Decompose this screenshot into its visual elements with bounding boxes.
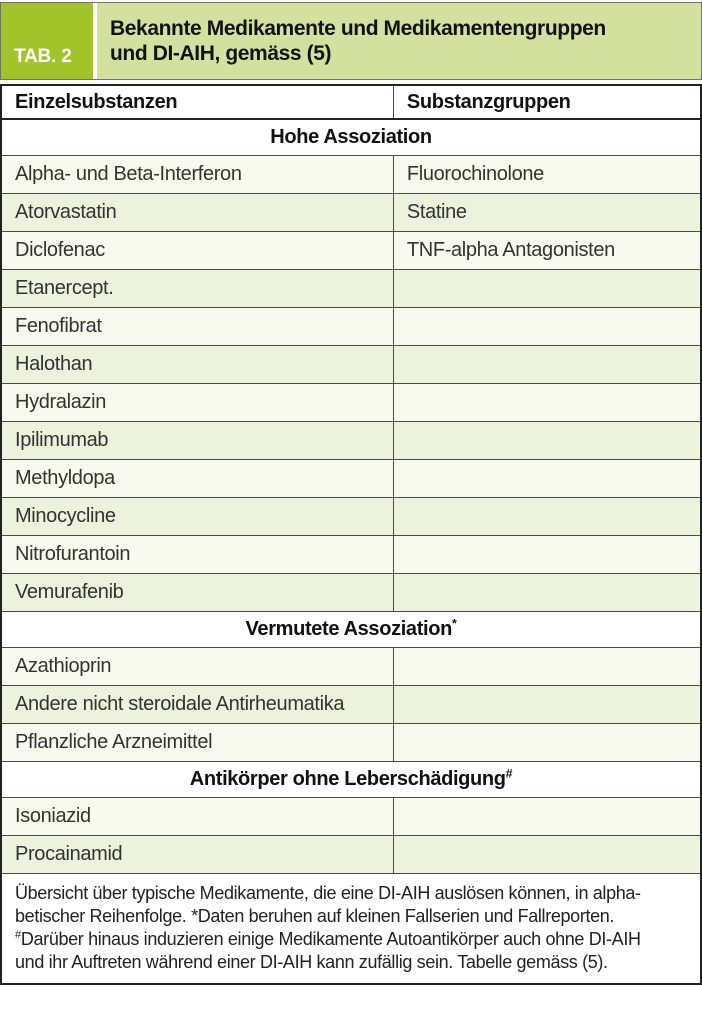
cell-substanzgruppe xyxy=(393,270,700,307)
footnote-line: betischer Reihenfolge. *Daten beruhen auf kleinen Fallserien und Fallreporten. xyxy=(15,906,615,926)
column-header-row xyxy=(2,86,700,120)
section-header-row xyxy=(2,120,700,156)
table-row xyxy=(2,686,700,724)
table-title xyxy=(97,3,701,79)
cell-einzelsubstanz: Andere nicht steroidale Antirheumatika xyxy=(15,693,345,715)
cell-substanzgruppe: Fluorochinolone xyxy=(393,156,700,193)
cell-einzelsubstanz: Etanercept. xyxy=(15,277,114,299)
cell-substanzgruppe: TNF-alpha Antagonisten xyxy=(393,232,700,269)
cell-einzelsubstanz: Ipilimumab xyxy=(15,429,109,451)
cell-substanzgruppe xyxy=(393,724,700,761)
cell-einzelsubstanz: Azathioprin xyxy=(15,655,112,677)
cell-substanzgruppe xyxy=(393,498,700,535)
table-row xyxy=(2,648,700,686)
table-row xyxy=(2,156,700,194)
section-header-label: Antikörper ohne Leberschädigung# xyxy=(189,766,513,790)
table-row xyxy=(2,798,700,836)
cell-substanzgruppe xyxy=(393,574,700,611)
table-row xyxy=(2,232,700,270)
footnote-line: Übersicht über typische Medikamente, die eine DI-AIH auslösen können, in alpha- xyxy=(15,883,641,903)
section-header-row xyxy=(2,612,700,648)
table-row xyxy=(2,422,700,460)
cell-einzelsubstanz: Vemurafenib xyxy=(15,581,124,603)
cell-substanzgruppe xyxy=(393,346,700,383)
cell-einzelsubstanz: Fenofibrat xyxy=(15,315,102,337)
section-header-label: Hohe Assoziation xyxy=(270,126,432,148)
cell-substanzgruppe xyxy=(393,798,700,835)
table-row xyxy=(2,836,700,874)
cell-einzelsubstanz: Procainamid xyxy=(15,843,123,865)
medication-table xyxy=(0,84,702,985)
cell-einzelsubstanz: Pflanzliche Arzneimittel xyxy=(15,731,213,753)
table-row xyxy=(2,460,700,498)
table-row xyxy=(2,270,700,308)
cell-substanzgruppe xyxy=(393,460,700,497)
table-header-band xyxy=(0,2,702,80)
footnote-line: und ihr Auftreten während einer DI-AIH kann zufällig sein. Tabelle gemäss (5). xyxy=(15,952,608,972)
cell-substanzgruppe xyxy=(393,686,700,723)
cell-substanzgruppe xyxy=(393,836,700,873)
cell-einzelsubstanz: Halothan xyxy=(15,353,93,375)
cell-substanzgruppe xyxy=(393,384,700,421)
cell-substanzgruppe xyxy=(393,648,700,685)
table-body xyxy=(2,120,700,874)
table-row xyxy=(2,194,700,232)
cell-einzelsubstanz: Hydralazin xyxy=(15,391,106,413)
cell-substanzgruppe xyxy=(393,422,700,459)
cell-einzelsubstanz: Methyldopa xyxy=(15,467,115,489)
cell-einzelsubstanz: Minocycline xyxy=(15,505,116,527)
cell-substanzgruppe: Statine xyxy=(393,194,700,231)
table-row xyxy=(2,724,700,762)
column-header-substanzgruppen: Substanzgruppen xyxy=(393,86,700,118)
cell-substanzgruppe xyxy=(393,308,700,345)
table-title-line1: Bekannte Medikamente und Medikamentengruppen xyxy=(110,17,606,40)
cell-einzelsubstanz: Isoniazid xyxy=(15,805,91,827)
cell-einzelsubstanz: Alpha- und Beta-Interferon xyxy=(15,163,242,185)
table-row xyxy=(2,574,700,612)
table-row xyxy=(2,308,700,346)
cell-einzelsubstanz: Diclofenac xyxy=(15,239,105,261)
table-row xyxy=(2,536,700,574)
cell-einzelsubstanz: Atorvastatin xyxy=(15,201,117,223)
table-number-badge xyxy=(1,3,93,79)
section-header-row xyxy=(2,762,700,798)
table-footnote xyxy=(2,874,700,983)
section-header-label: Vermutete Assoziation* xyxy=(245,616,457,640)
table-row xyxy=(2,346,700,384)
cell-substanzgruppe xyxy=(393,536,700,573)
column-header-einzelsubstanzen: Einzelsubstanzen xyxy=(15,90,178,113)
table-number-label: TAB. 2 xyxy=(14,46,72,67)
footnote-line: #Darüber hinaus induzieren einige Medikamente Autoantikörper auch ohne DI-AIH xyxy=(15,929,641,949)
cell-einzelsubstanz: Nitrofurantoin xyxy=(15,543,131,565)
table-row xyxy=(2,498,700,536)
table-row xyxy=(2,384,700,422)
table-title-line2: und DI-AIH, gemäss (5) xyxy=(110,42,332,65)
